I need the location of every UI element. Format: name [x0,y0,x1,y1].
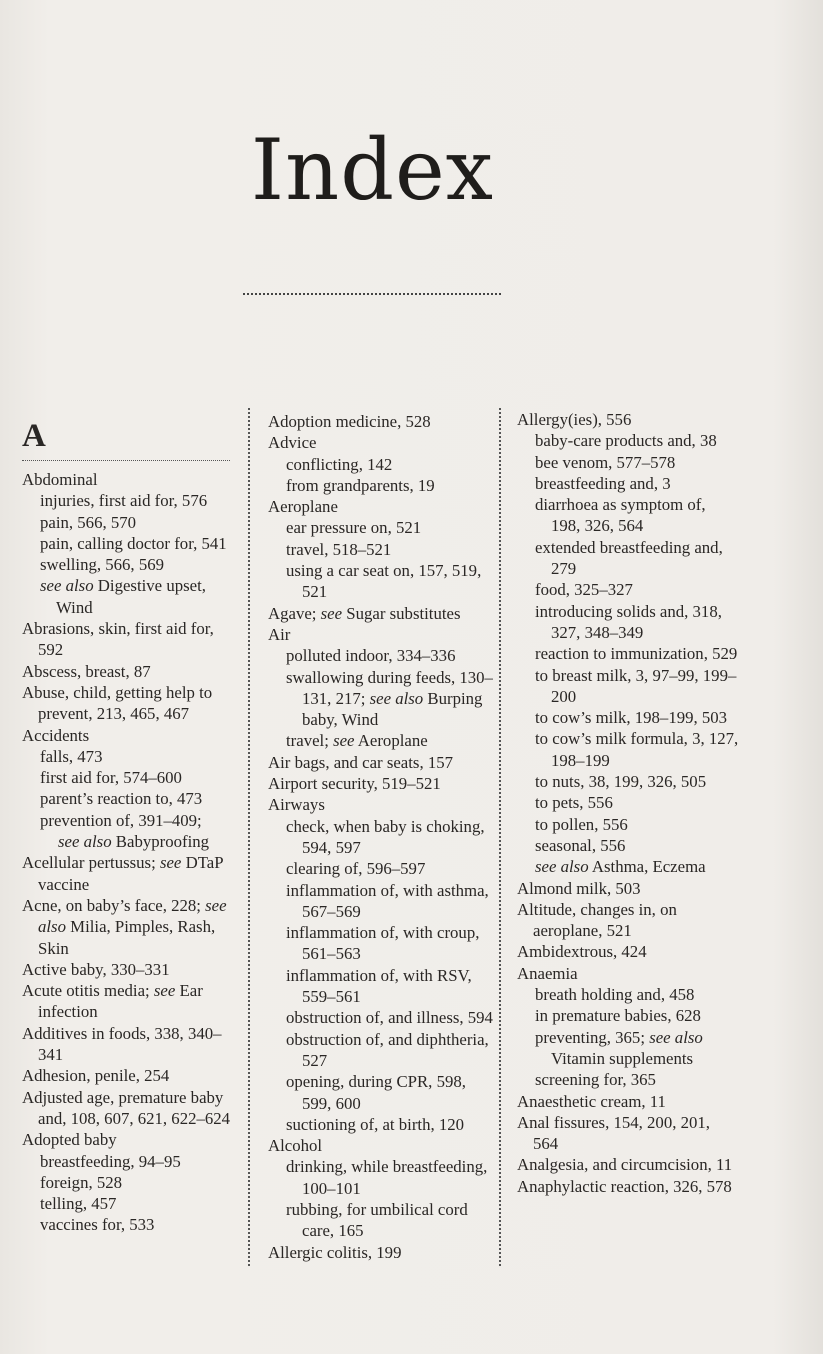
entry-text: inflammation of, with croup, 561–563 [286,923,480,964]
entry-text: to pollen, 556 [535,814,628,834]
entry-text: swelling, 566, 569 [40,555,164,575]
index-subentry [517,814,739,835]
cross-reference-label: see [320,603,343,623]
index-subentry [268,922,493,965]
entry-text: suctioning of, at birth, 120 [286,1114,465,1134]
entry-text: to cow’s milk, 198–199, 503 [535,708,728,728]
entry-text: Anaemia [517,963,578,983]
index-subentry [22,810,234,831]
index-subentry [517,643,739,664]
entry-text: conflicting, 142 [286,454,393,474]
index-column-1 [22,410,234,1236]
index-subentry [268,454,493,475]
index-subentry [22,575,234,618]
index-entry [268,1242,493,1263]
entry-text-lead: Acute otitis media; [22,981,154,1001]
entry-text: Allergy(ies), 556 [517,410,632,429]
index-subentry [517,984,739,1005]
index-subentry [517,430,739,451]
section-letter: A [22,418,46,454]
entry-text: telling, 457 [40,1194,117,1214]
entry-text: to pets, 556 [535,793,613,813]
index-entry [22,980,234,1023]
entry-text: in premature babies, 628 [535,1006,701,1026]
entry-text: Air [268,624,291,644]
entry-text: Sugar substitutes [342,603,461,623]
entry-text: Aeroplane [354,731,428,751]
index-entry [268,603,493,624]
entry-text: rubbing, for umbilical cord care, 165 [286,1199,468,1241]
index-entry [22,1087,234,1130]
entry-text: breastfeeding and, 3 [535,473,671,493]
index-entry [22,682,234,725]
cross-reference-label: see also [38,895,227,937]
index-subentry [268,1029,493,1072]
entry-text: Airways [268,795,325,815]
entry-text: breath holding and, 458 [535,985,695,1005]
index-subentry [22,767,234,788]
entry-text: Vitamin supplements [551,1048,694,1068]
index-subentry [268,539,493,560]
index-subentry [268,645,493,666]
index-subentry [517,707,739,728]
entry-text: Anaesthetic cream, 11 [517,1091,666,1111]
entry-text: falls, 473 [40,746,103,766]
entry-text: clearing of, 596–597 [286,859,426,879]
entry-text: diarrhoea as symptom of, 198, 326, 564 [535,495,706,536]
entry-text: first aid for, 574–600 [40,768,182,788]
entry-text: Airport security, 519–521 [268,774,441,794]
entry-text: Alcohol [268,1136,323,1156]
entry-text: Abrasions, skin, first aid for, 592 [22,619,214,660]
index-subentry [22,533,234,554]
entry-text: DTaP vaccine [38,853,223,894]
entry-text-lead: travel; [286,731,334,751]
index-subentry [268,1199,493,1242]
entry-text: Digestive upset, Wind [56,576,206,617]
entry-text: to cow’s milk formula, 3, 127, 198–199 [535,729,739,770]
entry-text: Active baby, 330–331 [22,959,170,979]
index-entry [517,1176,739,1197]
entry-text: inflammation of, with asthma, 567–569 [286,880,489,921]
column-separator-1 [248,408,250,1266]
entry-text: Abdominal [22,470,98,489]
index-entry [517,878,739,899]
index-entry [517,409,739,430]
index-entry [22,618,234,661]
cross-reference-label: see also [40,576,94,596]
index-entry [22,469,234,490]
index-entry [22,895,234,959]
entry-text: reaction to immunization, 529 [535,644,738,664]
index-subentry [22,1151,234,1172]
entry-text: Abscess, breast, 87 [22,661,151,681]
entry-text: Additives in foods, 338, 340–341 [22,1023,222,1065]
entry-text: to breast milk, 3, 97–99, 199–200 [535,665,737,706]
entry-text: from grandparents, 19 [286,475,435,495]
entry-text: to nuts, 38, 199, 326, 505 [535,772,707,792]
entry-text: drinking, while breastfeeding, 100–101 [286,1157,488,1198]
entry-text: Accidents [22,725,90,745]
index-subentry [22,512,234,533]
index-entry [22,1065,234,1086]
entry-text: Altitude, changes in, on aeroplane, 521 [517,899,677,941]
index-entry [517,1154,739,1175]
entry-text: food, 325–327 [535,580,633,600]
entry-text: bee venom, 577–578 [535,452,676,472]
index-entry [517,963,739,984]
index-entry [22,852,234,895]
index-entry [268,432,493,453]
entry-text: injuries, first aid for, 576 [40,491,208,511]
index-subentry [268,1114,493,1135]
entry-text: vaccines for, 533 [40,1215,155,1235]
entry-text: Analgesia, and circumcision, 11 [517,1155,733,1175]
index-column-2 [268,411,493,1263]
index-subentry [517,728,739,771]
entry-text: travel, 518–521 [286,539,392,559]
index-subentry [22,490,234,511]
index-subentry [268,517,493,538]
entry-text-lead: Acellular pertussus; [22,853,160,873]
entry-text: screening for, 365 [535,1070,656,1090]
index-subentry [268,965,493,1008]
index-subentry [517,452,739,473]
entry-text: foreign, 528 [40,1172,123,1192]
entry-text: check, when baby is choking, 594, 597 [286,816,485,857]
index-subentry [268,667,493,731]
index-subentry [22,746,234,767]
entry-text: Asthma, Eczema [588,857,706,877]
entry-text: Anal fissures, 154, 200, 201, 564 [517,1112,710,1154]
title-dotted-rule [243,293,501,295]
cross-reference-label: see also [369,688,424,708]
entry-text: pain, 566, 570 [40,512,137,532]
cross-reference-label: see also [649,1027,703,1047]
index-subentry [268,1156,493,1199]
index-subentry [517,792,739,813]
index-entry [22,959,234,980]
entry-text: seasonal, 556 [535,835,626,855]
index-subentry [22,1172,234,1193]
index-entry [268,411,493,432]
index-subentry [22,1214,234,1235]
entry-text: Adjusted age, premature baby and, 108, 607, 621, 622–624 [22,1087,231,1128]
index-subentry [268,880,493,923]
entry-text: Ambidextrous, 424 [517,942,647,962]
entry-text: extended breastfeeding and, 279 [535,537,723,579]
index-entry [517,1112,739,1155]
index-subentry [22,831,234,852]
entry-text: baby-care products and, 38 [535,431,717,451]
index-subentry [517,537,739,580]
cross-reference-label: see [333,731,355,751]
entry-text: ear pressure on, 521 [286,518,422,538]
index-entry [268,794,493,815]
index-subentry [517,579,739,600]
entry-text: Almond milk, 503 [517,878,641,898]
index-subentry [268,560,493,603]
entry-text: Aeroplane [268,497,338,517]
column-separator-2 [499,408,501,1266]
entry-text-lead: Agave; [268,603,321,623]
index-entry [268,624,493,645]
entry-text: using a car seat on, 157, 519, 521 [286,561,482,602]
entry-text: Allergic colitis, 199 [268,1242,402,1262]
index-entry [268,496,493,517]
cross-reference-label: see also [535,857,589,877]
entry-text: Milia, Pimples, Rash, Skin [38,917,216,958]
index-subentry [268,475,493,496]
index-subentry [517,473,739,494]
index-subentry [268,1007,493,1028]
cross-reference-label: see [159,853,182,873]
entry-text: Babyproofing [111,832,210,852]
section-letter-rule [22,460,230,461]
entry-text: Abuse, child, getting help to prevent, 213, 465, 467 [22,682,213,724]
entry-text: Adhesion, penile, 254 [22,1066,170,1086]
entry-text: obstruction of, and illness, 594 [286,1008,493,1028]
index-subentry [517,856,739,877]
entry-text: Burping baby, Wind [302,688,483,730]
index-subentry [517,665,739,708]
index-entry [22,661,234,682]
index-subentry [268,858,493,879]
entry-text: Adoption medicine, 528 [268,412,431,431]
index-entry [268,773,493,794]
index-subentry [517,1069,739,1090]
index-subentry [517,1005,739,1026]
index-entry [268,752,493,773]
index-entry [517,1091,739,1112]
entry-text-lead: swallowing during feeds, 130–131, 217; [286,667,493,708]
entry-text: Anaphylactic reaction, 326, 578 [517,1176,732,1196]
index-entry [22,1129,234,1150]
index-subentry [268,816,493,859]
entry-text: Air bags, and car seats, 157 [268,752,454,772]
entry-text: opening, during CPR, 598, 599, 600 [286,1072,466,1113]
entry-text: pain, calling doctor for, 541 [40,533,227,553]
index-subentry [517,601,739,644]
index-subentry [517,1027,739,1070]
index-subentry [22,1193,234,1214]
cross-reference-label: see [153,981,176,1001]
index-subentry [517,835,739,856]
index-subentry [517,494,739,537]
index-entry [22,725,234,746]
index-column-3 [517,409,739,1197]
index-subentry [268,1071,493,1114]
index-entry [517,941,739,962]
index-entry [517,899,739,942]
entry-text: breastfeeding, 94–95 [40,1151,181,1171]
index-entry [268,1135,493,1156]
page-title: Index [250,121,495,219]
index-subentry [22,554,234,575]
entry-text: inflammation of, with RSV, 559–561 [286,965,472,1007]
entry-text: polluted indoor, 334–336 [286,646,456,666]
entry-text: obstruction of, and diphtheria, 527 [286,1029,489,1070]
entry-text: Adopted baby [22,1130,117,1150]
index-subentry [22,788,234,809]
entry-text: introducing solids and, 318, 327, 348–349 [535,601,722,642]
entry-text: parent’s reaction to, 473 [40,789,203,809]
entry-text: Advice [268,433,317,453]
cross-reference-label: see also [58,832,112,852]
index-entry [22,1023,234,1066]
entry-text: Ear infection [38,981,203,1022]
entry-text-lead: Acne, on baby’s face, 228; [22,895,206,915]
index-subentry [268,730,493,751]
entry-text: prevention of, 391–409; [40,810,202,830]
entry-text-lead: preventing, 365; [535,1027,650,1047]
index-subentry [517,771,739,792]
